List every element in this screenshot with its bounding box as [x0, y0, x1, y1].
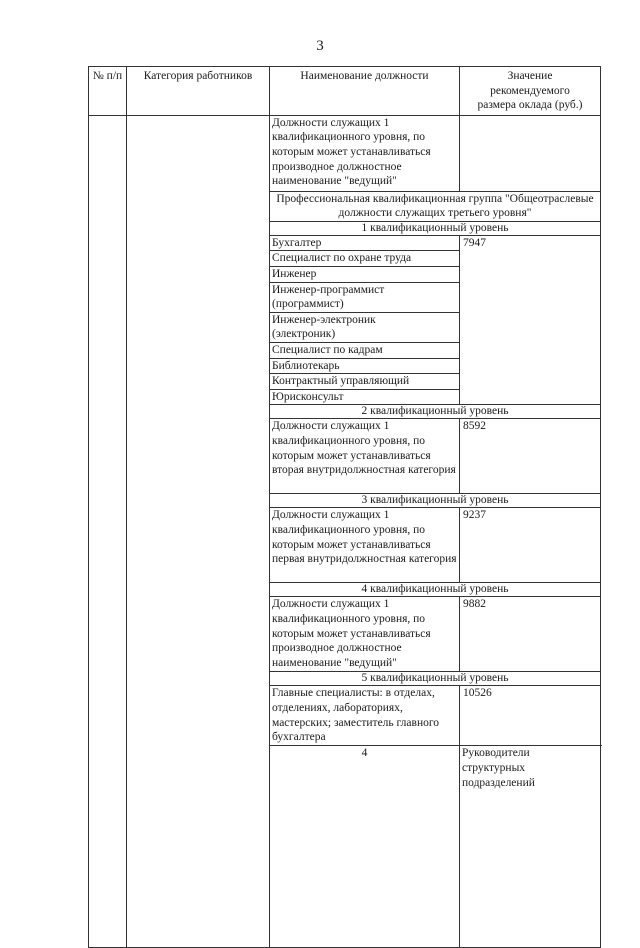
level-4-label: 4 квалификационный уровень — [270, 583, 601, 597]
cell-position: Главные специалисты: в отделах, отделениях, лабораториях, мастерских; заместитель главного бухгалтера — [270, 686, 460, 746]
table-row — [89, 115, 601, 191]
position-item: Библиотекарь — [270, 358, 460, 374]
level-1-label: 1 квалификационный уровень — [270, 221, 601, 235]
cell-num-empty — [89, 115, 127, 947]
table-header-row — [89, 67, 601, 116]
position-item: Инженер-электроник (электроник) — [270, 312, 460, 342]
cell-position: Должности служащих 1 квалификационного уровня, по которым может устанавливаться производное должностное наименование "ведущий" — [270, 597, 460, 672]
cell-salary-empty — [460, 115, 601, 191]
group-title: Профессиональная квалификационная группа "Общеотраслевые должности служащих третьего уровня" — [270, 191, 601, 221]
cell-salary: 9237 — [460, 508, 601, 583]
level-3-label: 3 квалификационный уровень — [270, 494, 601, 508]
cell-salary: 9882 — [460, 597, 601, 672]
cell-position: Должности служащих 1 квалификационного уровня, по которым может устанавливаться вторая внутридолжностная категория — [270, 419, 460, 494]
position-item: Специалист по охране труда — [270, 251, 460, 267]
salary-table-wrapper — [88, 66, 600, 948]
row4-category: Руководители структурных подразделений — [460, 746, 601, 948]
cell-position: Должности служащих 1 квалификационного уровня, по которым может устанавливаться производное должностное наименование "ведущий" — [270, 115, 460, 191]
level-5-label: 5 квалификационный уровень — [270, 672, 601, 686]
cell-salary: 7947 — [460, 235, 601, 405]
position-item: Инженер — [270, 266, 460, 282]
header-num: № п/п — [89, 67, 127, 116]
row4-num: 4 — [270, 746, 460, 948]
salary-table — [88, 66, 601, 948]
cell-salary: 8592 — [460, 419, 601, 494]
cell-category-empty — [127, 115, 270, 947]
header-salary: Значение рекомендуемого размера оклада (руб.) — [460, 67, 601, 116]
page-number: 3 — [316, 38, 324, 54]
position-item: Бухгалтер — [270, 235, 460, 251]
position-item: Контрактный управляющий — [270, 374, 460, 390]
position-item: Специалист по кадрам — [270, 342, 460, 358]
cell-salary: 10526 — [460, 686, 601, 746]
level-2-label: 2 квалификационный уровень — [270, 405, 601, 419]
header-position: Наименование должности — [270, 67, 460, 116]
header-category: Категория работников — [127, 67, 270, 116]
position-item: Юрисконсульт — [270, 389, 460, 405]
position-item: Инженер-программист (программист) — [270, 282, 460, 312]
cell-position: Должности служащих 1 квалификационного уровня, по которым может устанавливаться первая внутридолжностная категория — [270, 508, 460, 583]
